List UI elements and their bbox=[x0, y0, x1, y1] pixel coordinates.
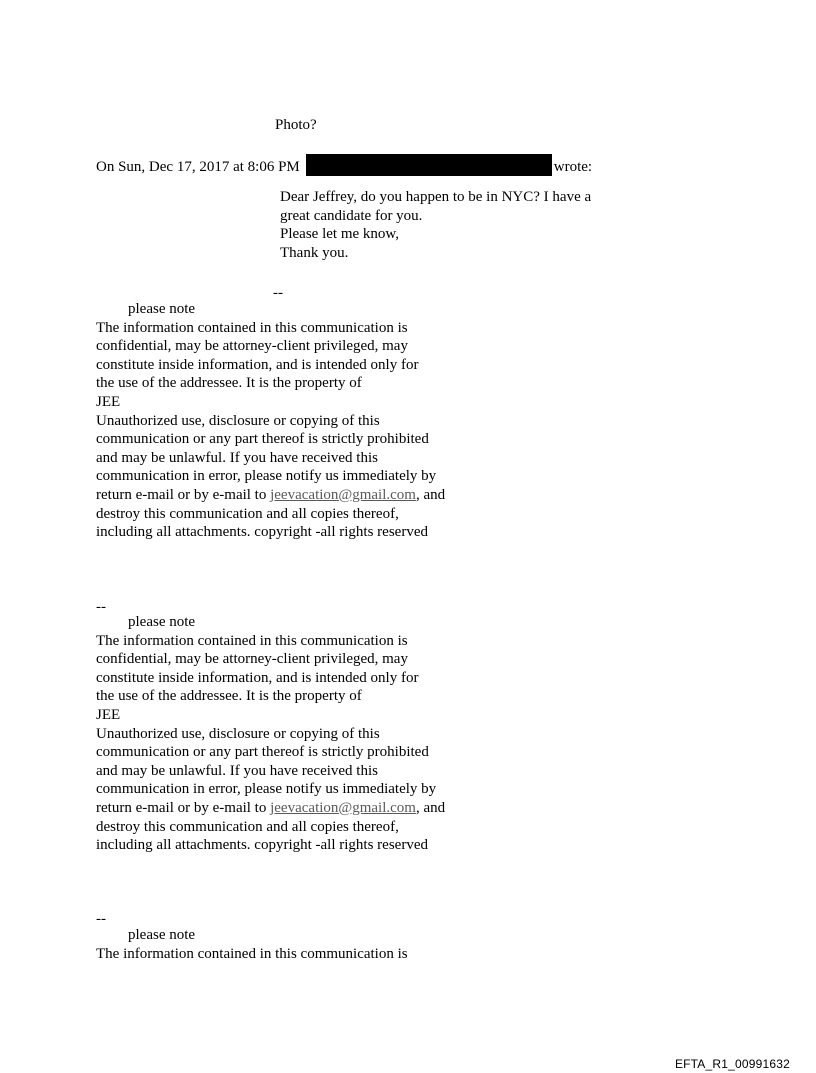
disclaimer-note: please note bbox=[128, 301, 196, 317]
disclaimer-line: including all attachments. copyright -all rights reserved bbox=[96, 837, 428, 854]
signature-separator: -- bbox=[96, 911, 106, 927]
disclaimer-line: the use of the addressee. It is the property of bbox=[96, 688, 362, 705]
email-link[interactable]: jeevacation@gmail.com bbox=[270, 486, 416, 503]
disclaimer-line: communication or any part thereof is strictly prohibited bbox=[96, 744, 429, 761]
disclaimer-line: communication in error, please notify us immediately by bbox=[96, 781, 437, 798]
disclaimer-line: constitute inside information, and is intended only for bbox=[96, 669, 419, 686]
email-link[interactable]: jeevacation@gmail.com bbox=[270, 799, 416, 816]
disclaimer-line: destroy this communication and all copies thereof, bbox=[96, 505, 399, 522]
disclaimer-note: please note bbox=[128, 614, 196, 630]
disclaimer-line: and may be unlawful. If you have received this bbox=[96, 762, 378, 779]
disclaimer-block bbox=[96, 613, 516, 855]
quoted-line: Dear Jeffrey, do you happen to be in NYC? I have a bbox=[280, 189, 592, 205]
disclaimer-line: return e-mail or by e-mail to jeevacation@gmail.com, and bbox=[96, 799, 446, 816]
reply-text: Photo? bbox=[275, 117, 317, 133]
disclaimer-line: JEE bbox=[96, 706, 121, 723]
disclaimer-line: return e-mail or by e-mail to jeevacation@gmail.com, and bbox=[96, 486, 446, 503]
quote-header-date: On Sun, Dec 17, 2017 at 8:06 PM bbox=[96, 159, 300, 175]
disclaimer-block-truncated bbox=[96, 926, 516, 963]
quote-header bbox=[96, 154, 592, 177]
disclaimer-line: JEE bbox=[96, 393, 121, 410]
signature-separator: -- bbox=[273, 285, 283, 301]
redacted-sender bbox=[306, 154, 552, 176]
disclaimer-line: confidential, may be attorney-client privileged, may bbox=[96, 651, 408, 668]
quoted-line: Thank you. bbox=[280, 244, 349, 261]
disclaimer-line: including all attachments. copyright -all rights reserved bbox=[96, 524, 428, 541]
disclaimer-line: the use of the addressee. It is the property of bbox=[96, 375, 362, 392]
disclaimer-line: Unauthorized use, disclosure or copying of this bbox=[96, 725, 380, 742]
quoted-line: Please let me know, bbox=[280, 226, 399, 243]
disclaimer-line: communication in error, please notify us immediately by bbox=[96, 468, 437, 485]
disclaimer-line: The information contained in this communication is bbox=[96, 945, 408, 962]
disclaimer-line: confidential, may be attorney-client privileged, may bbox=[96, 338, 408, 355]
disclaimer-line: The information contained in this communication is bbox=[96, 632, 408, 649]
disclaimer-block bbox=[96, 300, 516, 542]
disclaimer-line: Unauthorized use, disclosure or copying of this bbox=[96, 412, 380, 429]
disclaimer-note: please note bbox=[128, 927, 196, 943]
document-id: EFTA_R1_00991632 bbox=[674, 1057, 790, 1071]
disclaimer-line: and may be unlawful. If you have received this bbox=[96, 449, 378, 466]
signature-separator: -- bbox=[96, 599, 106, 615]
disclaimer-line: constitute inside information, and is intended only for bbox=[96, 356, 419, 373]
quote-header-wrote: wrote: bbox=[553, 159, 593, 175]
quoted-message bbox=[280, 188, 591, 262]
disclaimer-line: The information contained in this communication is bbox=[96, 319, 408, 336]
disclaimer-line: destroy this communication and all copies thereof, bbox=[96, 818, 399, 835]
disclaimer-line: communication or any part thereof is strictly prohibited bbox=[96, 431, 429, 448]
quoted-line: great candidate for you. bbox=[280, 207, 423, 224]
